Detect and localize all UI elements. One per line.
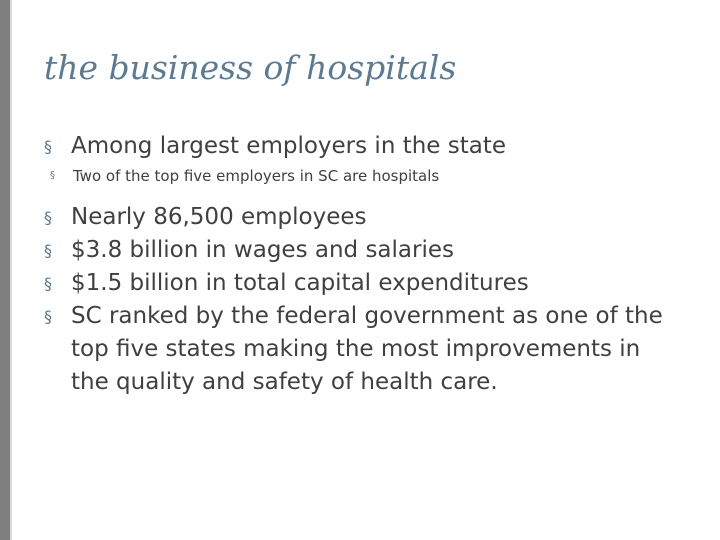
bullet-marker: § (44, 137, 52, 156)
bullet-item (44, 234, 684, 267)
left-accent-bar (0, 0, 10, 540)
sub-bullet-item (44, 163, 684, 189)
slide-title: the business of hospitals (44, 48, 457, 87)
bullet-marker: § (44, 274, 52, 293)
bullet-text: Among largest employers in the state (71, 133, 507, 159)
sub-bullet-text: Two of the top five employers in SC are hospitals (73, 167, 440, 185)
bullet-text: $1.5 billion in total capital expenditures (71, 270, 529, 296)
left-accent-bar-edge (10, 0, 12, 540)
bullet-item (44, 300, 684, 399)
sub-bullet-list (44, 163, 684, 189)
bullet-item (44, 130, 684, 163)
bullet-item (44, 201, 684, 234)
sub-bullet-group (44, 163, 684, 189)
bullet-text: SC ranked by the federal government as one of the top five states making the most improvements in the quality and safety of health care. (71, 303, 663, 395)
bullet-item (44, 267, 684, 300)
bullet-marker: § (44, 208, 52, 227)
bullet-marker: § (44, 307, 52, 326)
bullet-text: $3.8 billion in wages and salaries (71, 237, 454, 263)
bullet-list (44, 130, 684, 399)
bullet-marker: § (44, 241, 52, 260)
bullet-text: Nearly 86,500 employees (71, 204, 367, 230)
sub-bullet-marker: § (50, 170, 55, 181)
